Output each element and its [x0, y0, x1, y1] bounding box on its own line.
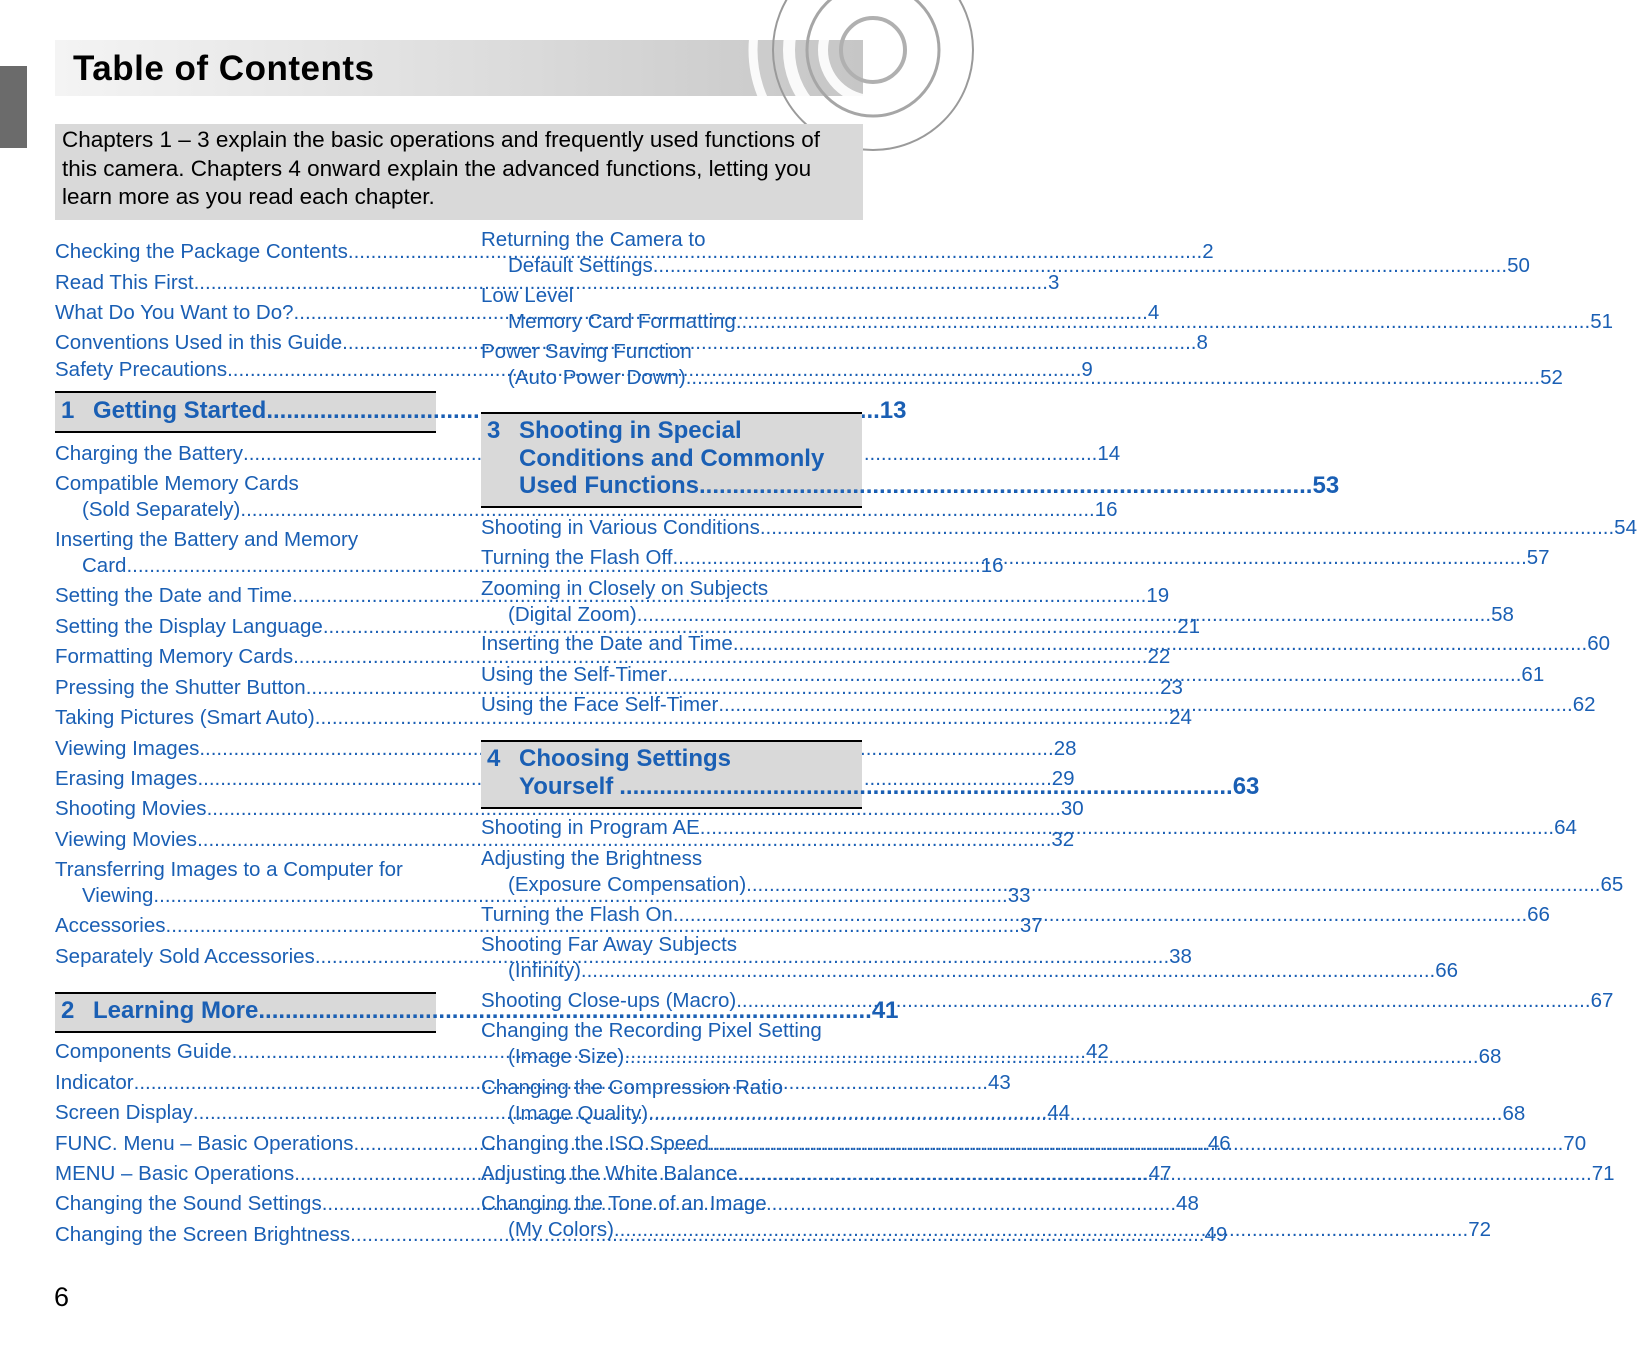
- toc-entry[interactable]: Returning the Camera to Default Settings ..... 50: [481, 227, 862, 279]
- toc-entry[interactable]: Changing the Sound Settings ..... 48: [55, 1191, 436, 1217]
- toc-entry-read-this-first[interactable]: Read This First ..... 3: [55, 270, 436, 296]
- toc-entry[interactable]: Shooting Movies ..... 30: [55, 796, 436, 822]
- toc-entry[interactable]: Setting the Date and Time ..... 19: [55, 583, 436, 609]
- toc-entry[interactable]: Erasing Images ..... 29: [55, 766, 436, 792]
- toc-entry[interactable]: Viewing Movies ..... 32: [55, 827, 436, 853]
- toc-entry[interactable]: MENU – Basic Operations ..... 47: [55, 1161, 436, 1187]
- toc-entry[interactable]: Viewing Images ..... 28: [55, 736, 436, 762]
- toc-entry[interactable]: Inserting the Date and Time ..... 60: [481, 631, 862, 657]
- toc-entry[interactable]: Adjusting the Brightness (Exposure Compensation) ..... 65: [481, 846, 862, 898]
- toc-entry[interactable]: Compatible Memory Cards (Sold Separately) ..... 16: [55, 471, 436, 523]
- toc-entry[interactable]: Charging the Battery ..... 14: [55, 441, 436, 467]
- toc-entry[interactable]: Using the Face Self-Timer ..... 62: [481, 692, 862, 718]
- toc-entry-package-contents[interactable]: Checking the Package Contents ..... 2: [55, 239, 436, 265]
- toc-entry[interactable]: Changing the Compression Ratio (Image Quality) ..... 68: [481, 1075, 862, 1127]
- toc-entry[interactable]: Pressing the Shutter Button ..... 23: [55, 675, 436, 701]
- toc-entry[interactable]: Inserting the Battery and Memory Card ..... 16: [55, 527, 436, 579]
- title-banner: [55, 40, 863, 96]
- toc-entry[interactable]: Low Level Memory Card Formatting ..... 51: [481, 283, 862, 335]
- toc-entry[interactable]: Changing the ISO Speed ..... 70: [481, 1131, 862, 1157]
- toc-entry[interactable]: Using the Self-Timer ..... 61: [481, 662, 862, 688]
- toc-entry[interactable]: FUNC. Menu – Basic Operations ..... 46: [55, 1131, 436, 1157]
- intro-paragraph: Chapters 1 – 3 explain the basic operations and frequently used functions of this camera. Chapters 4 onward explain the advanced functions, letting you learn more as you read each chapter.: [55, 124, 863, 220]
- toc-entry[interactable]: Turning the Flash Off ..... 57: [481, 545, 862, 571]
- toc-entry[interactable]: Separately Sold Accessories ..... 38: [55, 944, 436, 970]
- toc-entry[interactable]: Adjusting the White Balance ..... 71: [481, 1161, 862, 1187]
- toc-entry[interactable]: Taking Pictures (Smart Auto) ..... 24: [55, 705, 436, 731]
- toc-entry[interactable]: Shooting in Various Conditions ..... 54: [481, 515, 862, 541]
- toc-entry[interactable]: Turning the Flash On ..... 66: [481, 902, 862, 928]
- toc-entry[interactable]: Setting the Display Language ..... 21: [55, 614, 436, 640]
- page-number: 6: [54, 1282, 70, 1312]
- chapter-side-tab: [0, 66, 27, 148]
- toc-entry[interactable]: Zooming in Closely on Subjects (Digital Zoom) ..... 58: [481, 576, 862, 628]
- toc-entry[interactable]: Changing the Tone of an Image (My Colors) ..... 72: [481, 1191, 862, 1243]
- toc-entry[interactable]: Screen Display ..... 44: [55, 1100, 436, 1126]
- chapter-3-header[interactable]: 3 Shooting in Special Conditions and Commonly Used Functions ..... 53: [481, 412, 862, 508]
- chapter-1-header[interactable]: 1 Getting Started ..... 13: [55, 391, 436, 433]
- toc-entry[interactable]: Shooting Close-ups (Macro) ..... 67: [481, 988, 862, 1014]
- toc-entry[interactable]: Power Saving Function (Auto Power Down) ..... 52: [481, 339, 862, 391]
- chapter-4-header[interactable]: 4 Choosing Settings Yourself ..... 63: [481, 740, 862, 809]
- decorative-rings-graphic: [733, 40, 863, 96]
- page-title: Table of Contents: [73, 49, 375, 88]
- toc-entry[interactable]: Components Guide ..... 42: [55, 1039, 436, 1065]
- toc-entry-conventions[interactable]: Conventions Used in this Guide ..... 8: [55, 330, 436, 356]
- toc-entry[interactable]: Indicator ..... 43: [55, 1070, 436, 1096]
- toc-entry[interactable]: Transferring Images to a Computer for Viewing ..... 33: [55, 857, 436, 909]
- chapter-2-header[interactable]: 2 Learning More ..... 41: [55, 992, 436, 1033]
- toc-entry[interactable]: Accessories ..... 37: [55, 913, 436, 939]
- toc-entry-what-do-you-want[interactable]: What Do You Want to Do? ..... 4: [55, 300, 436, 326]
- toc-entry[interactable]: Shooting Far Away Subjects (Infinity) ..... 66: [481, 932, 862, 984]
- toc-entry-safety[interactable]: Safety Precautions ..... 9: [55, 357, 436, 383]
- toc-entry[interactable]: Shooting in Program AE ..... 64: [481, 815, 862, 841]
- toc-entry[interactable]: Formatting Memory Cards ..... 22: [55, 644, 436, 670]
- toc-entry[interactable]: Changing the Recording Pixel Setting (Image Size) ..... 68: [481, 1018, 862, 1070]
- toc-entry[interactable]: Changing the Screen Brightness ..... 49: [55, 1222, 436, 1248]
